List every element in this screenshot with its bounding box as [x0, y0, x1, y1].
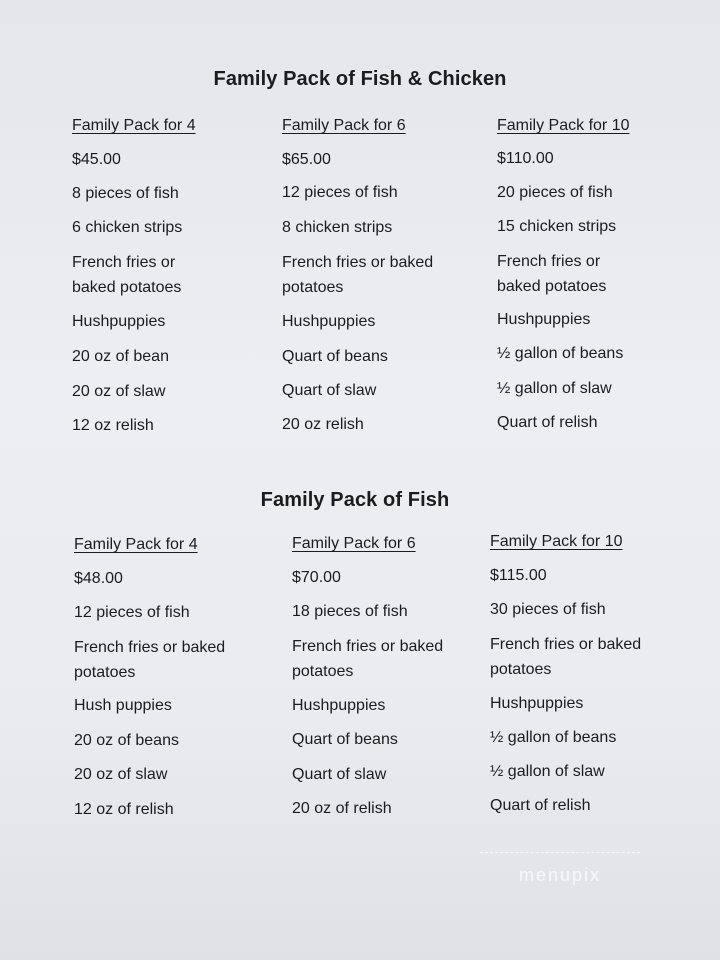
column-heading: Family Pack for 10 — [490, 533, 623, 550]
menu-item: 20 oz of slaw — [74, 766, 168, 783]
menu-item: Quart of slaw — [282, 382, 377, 399]
menu-item: 12 pieces of fish — [282, 184, 398, 201]
menu-item: ½ gallon of slaw — [490, 763, 605, 780]
price: $110.00 — [497, 150, 554, 167]
menu-item: Quart of beans — [292, 731, 398, 748]
column-heading: Family Pack for 6 — [282, 117, 406, 134]
menu-item: French fries or baked potatoes — [282, 254, 434, 296]
menu-item: Hush puppies — [74, 697, 172, 714]
menu-item: Hushpuppies — [497, 311, 591, 328]
price: $48.00 — [74, 570, 123, 587]
menu-item: 20 oz of slaw — [72, 383, 166, 400]
price: $70.00 — [292, 569, 341, 586]
menu-item: 20 oz of relish — [292, 800, 392, 817]
menu-item: French fries or baked potatoes — [497, 253, 607, 295]
column-heading: Family Pack for 4 — [74, 536, 198, 553]
menu-item: French fries or baked potatoes — [292, 638, 444, 680]
price: $115.00 — [490, 567, 547, 584]
menu-item: 18 pieces of fish — [292, 603, 408, 620]
menu-item: 20 oz of beans — [74, 732, 179, 749]
menu-item: 20 pieces of fish — [497, 184, 613, 201]
menu-item: 6 chicken strips — [72, 219, 183, 236]
menupix-watermark: menupix — [480, 852, 640, 893]
menu-item: Hushpuppies — [282, 313, 376, 330]
menu-item: 12 oz relish — [72, 417, 154, 434]
menu-item: French fries or baked potatoes — [72, 254, 182, 296]
menu-item: Quart of slaw — [292, 766, 387, 783]
menu-item: Hushpuppies — [292, 697, 386, 714]
menu-item: ½ gallon of slaw — [497, 380, 612, 397]
menu-item: French fries or baked potatoes — [490, 636, 642, 678]
menu-item: 8 pieces of fish — [72, 185, 179, 202]
column-heading: Family Pack for 10 — [497, 117, 630, 134]
column-heading: Family Pack for 6 — [292, 535, 416, 552]
menu-item: French fries or baked potatoes — [74, 639, 226, 681]
menu-item: 20 oz of bean — [72, 348, 169, 365]
column-heading: Family Pack for 4 — [72, 117, 196, 134]
price: $65.00 — [282, 151, 331, 168]
menu-item: Quart of relish — [490, 797, 591, 814]
menu-item: 20 oz relish — [282, 416, 364, 433]
menu-item: ½ gallon of beans — [497, 345, 624, 362]
menu-item: Quart of beans — [282, 348, 388, 365]
menu-item: ½ gallon of beans — [490, 729, 617, 746]
menu-item: 8 chicken strips — [282, 219, 393, 236]
menu-item: Hushpuppies — [72, 313, 166, 330]
menu-item: 12 pieces of fish — [74, 604, 190, 621]
menu-item: Quart of relish — [497, 414, 598, 431]
menu-item: 12 oz of relish — [74, 801, 174, 818]
menu-item: Hushpuppies — [490, 695, 584, 712]
menu-item: 15 chicken strips — [497, 218, 617, 235]
price: $45.00 — [72, 151, 121, 168]
section-title-fish-chicken: Family Pack of Fish & Chicken — [213, 68, 507, 90]
section-title-fish: Family Pack of Fish — [260, 489, 450, 511]
menu-item: 30 pieces of fish — [490, 601, 606, 618]
